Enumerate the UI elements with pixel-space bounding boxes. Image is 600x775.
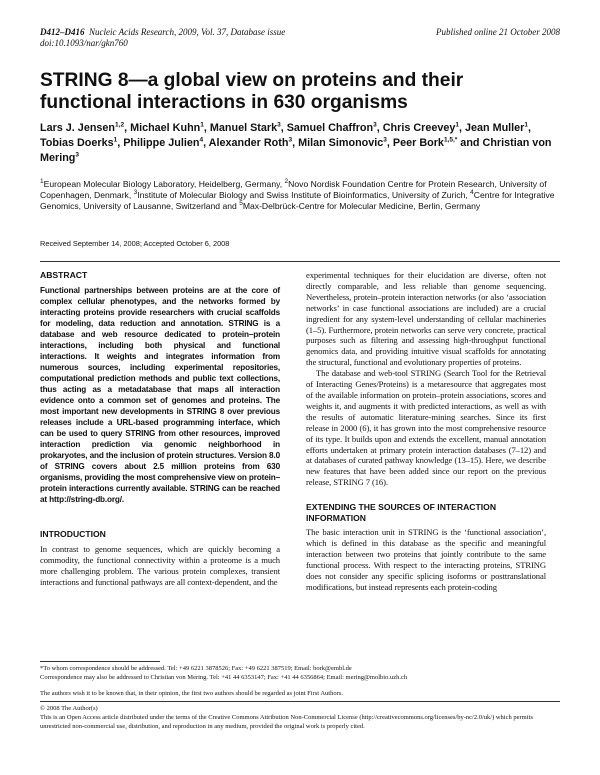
page-range: D412–D416 xyxy=(40,27,85,37)
author-name: Alexander Roth$^3$ xyxy=(208,136,293,149)
author-affiliation-mark: 3 xyxy=(383,136,387,144)
introduction-text: In contrast to genome sequences, which are quickly becoming a commodity, the functional connectivity within a proteome is a much more challenging problem. The various protein complexes, transient interactions and functional pathways are all context-dependent, and the xyxy=(40,544,280,587)
author-affiliation-mark: 3 xyxy=(75,151,80,159)
abstract-text: Functional partnerships between proteins are at the core of complex cellular phenotypes, and the networks formed by interacting proteins provide researchers with crucial scaffolds for modeling, data reduction and annotation. STRING is a database and web resource dedicated to protein–protein interactions, including both physical and functional interactions. It weights and integrates information from numerous sources, including experimental repositories, computational prediction methods and public text collections, thus acting as a metadatabase that maps all interaction evidence onto a common set of genomes and proteins. The most important new developments in STRING 8 over previous releases include a URL-based programming interface, which can be used to query STRING from other resources, improved interaction prediction via genomic neighborhood in prokaryotes, and the inclusion of protein structures. Version 8.0 of STRING covers about 2.5 million proteins from 630 organisms, providing the most comprehensive view on protein–protein interactions currently available. STRING can be reached at http://string-db.org/. xyxy=(40,286,280,504)
author-conjunction: and xyxy=(457,137,483,149)
affiliation-text: Centre for Integrative Genomics, University of Lausanne, Switzerland and xyxy=(40,190,555,211)
footnote-divider xyxy=(40,661,160,662)
author-name: Milan Simonovic$^3$ xyxy=(298,136,387,149)
license-footnote xyxy=(40,704,565,731)
author-name: Michael Kuhn$^1$ xyxy=(130,121,204,134)
author-name: Samuel Chaffron$^3$ xyxy=(286,121,377,134)
section-heading: EXTENDING THE SOURCES OF INTERACTION INFORMATION xyxy=(306,502,497,524)
abstract-heading: ABSTRACT xyxy=(40,270,88,280)
author-affiliation-mark: 3 xyxy=(288,136,293,144)
journal-citation: Nucleic Acids Research, 2009, Vol. 37, Database issue xyxy=(89,27,286,37)
received-dates: Received September 14, 2008; Accepted October 6, 2008 xyxy=(40,239,230,248)
author-name: Manuel Stark$^3$ xyxy=(209,121,281,134)
author-name: Peer Bork$^{1,5,*}$ xyxy=(392,136,458,149)
equal-contribution-note: The authors wish it to be known that, in their opinion, the first two authors should be regarded as joint First Authors. xyxy=(40,690,343,697)
body-paragraph: The basic interaction unit in STRING is the ‘functional association’, which is defined in this database as the specific and meaningful interaction between two proteins that jointly contribute to the same functional process. With respect to the interacting proteins, STRING does not consider any specific splicing isoforms or posttranslational modifications, but instead represents each protein-coding xyxy=(306,527,546,592)
affiliation-text: European Molecular Biology Laboratory, Heidelberg, Germany, xyxy=(43,179,285,189)
published-online: Published online 21 October 2008 xyxy=(436,27,560,37)
author-affiliation-mark: 1 xyxy=(455,121,459,129)
copyright-line: © 2008 The Author(s) xyxy=(40,705,98,712)
author-name: Tobias Doerks$^1$ xyxy=(40,136,118,149)
correspondence-footnote xyxy=(40,664,565,682)
running-header xyxy=(40,27,560,49)
affiliation-mark: 4 xyxy=(470,189,474,197)
author-affiliation-mark: 3 xyxy=(277,121,281,129)
author-affiliation-mark: 4 xyxy=(199,136,204,144)
author-affiliation-mark: 1,2 xyxy=(115,121,125,129)
correspondence-secondary: Correspondence may also be addressed to Christian von Mering. Tel: +41 44 6353147; Fax: +41 44 6356864; Email: mering@molbio.uzh.ch xyxy=(40,674,408,681)
author-name: Philippe Julien$^4$ xyxy=(123,136,204,149)
section-divider xyxy=(40,261,560,262)
author-affiliation-mark: 1 xyxy=(113,136,118,144)
author-affiliation-mark: 3 xyxy=(373,121,377,129)
body-paragraph: experimental techniques for their elucidation are diverse, often not directly comparable, and less reliable than genome sequencing. Nevertheless, protein–protein interaction networks (or also ‘association networks’ in case functional associations are included) are a crucial ingredient for any system-level understanding of cellular machineries (1–5). Furthermore, protein networks can serve very concrete, practical purposes such as filtering and assessing high-throughput functional genomics data, and providing intuitive visual scaffolds for annotating the structural, functional and evolutionary properties of proteins. xyxy=(306,270,546,368)
author-affiliation-mark: 1 xyxy=(200,121,204,129)
license-text: This is an Open Access article distributed under the terms of the Creative Commons Attribution Non-Commercial License (http://creativecommons.org/licenses/by-nc/2.0/uk/) which permits unrestricted non-commercial use, distribution, and reproduction in any medium, provided the original work is properly cited. xyxy=(40,714,533,730)
right-column xyxy=(306,270,546,593)
left-column xyxy=(40,270,280,588)
correspondence-primary: *To whom correspondence should be addressed. Tel: +49 6221 3878526; Fax: +49 6221 387519; Email: bork@embl.de xyxy=(40,665,352,672)
body-paragraph: The database and web-tool STRING (Search Tool for the Retrieval of Interacting Genes/Proteins) is a metaresource that aggregates most of the available information on protein–protein associations, scores and weights it, and augments it with predicted interactions, as well as with the results of automatic literature-mining searches. Since its first release in 2000 (6), it has grown into the most comprehensive resource of its type. It builds upon and extends the excellent, manual annotation efforts undertaken at primary protein interaction databases (7–12) and at databases of curated pathway knowledge (13–15). Here, we describe new features that have been added since our report on the previous release, STRING 7 (16). xyxy=(306,368,546,488)
affiliation-mark: 3 xyxy=(133,189,138,197)
author-affiliation-mark: 1 xyxy=(524,121,529,129)
author-name: Chris Creevey$^1$ xyxy=(382,121,459,134)
affiliation-mark: 1 xyxy=(40,178,44,186)
author-name: Jean Muller$^1$ xyxy=(464,121,529,134)
introduction-heading: INTRODUCTION xyxy=(40,529,106,539)
affiliation-text: Max-Delbrück-Centre for Molecular Medicine, Berlin, Germany xyxy=(242,201,481,211)
affiliation-mark: 2 xyxy=(284,178,289,186)
article-title: STRING 8—a global view on proteins and their functional interactions in 630 organisms xyxy=(40,70,464,113)
footnote-divider xyxy=(40,701,560,702)
affiliation-mark: 5 xyxy=(239,200,243,208)
affiliation-text: Institute of Molecular Biology and Swiss Institute of Bioinformatics, University of Zurich, xyxy=(137,190,471,200)
author-list: Lars J. Jensen$^{1,2}$, Michael Kuhn$^1$, Manuel Stark$^3$, Samuel Chaffron$^3$, Chris Creevey$^1$, Jean Muller$^1$, Tobias Doerks$^1$, Philippe Julien$^4$, Alexander Roth$^3$, Milan Simonovic$^3$, Peer Bork$^{1,5,*}$ and Christian von Mering$^3$ xyxy=(40,121,552,164)
doi: doi:10.1093/nar/gkn760 xyxy=(40,38,128,48)
author-name: Christian von Mering$^3$ xyxy=(40,137,552,164)
author-name: Lars J. Jensen$^{1,2}$ xyxy=(40,121,125,134)
author-affiliation-mark: 1,5,* xyxy=(443,136,458,144)
affiliations xyxy=(40,179,565,212)
affiliation-text: Novo Nordisk Foundation Centre for Protein Research, University of Copenhagen, Denmark, xyxy=(40,179,547,200)
